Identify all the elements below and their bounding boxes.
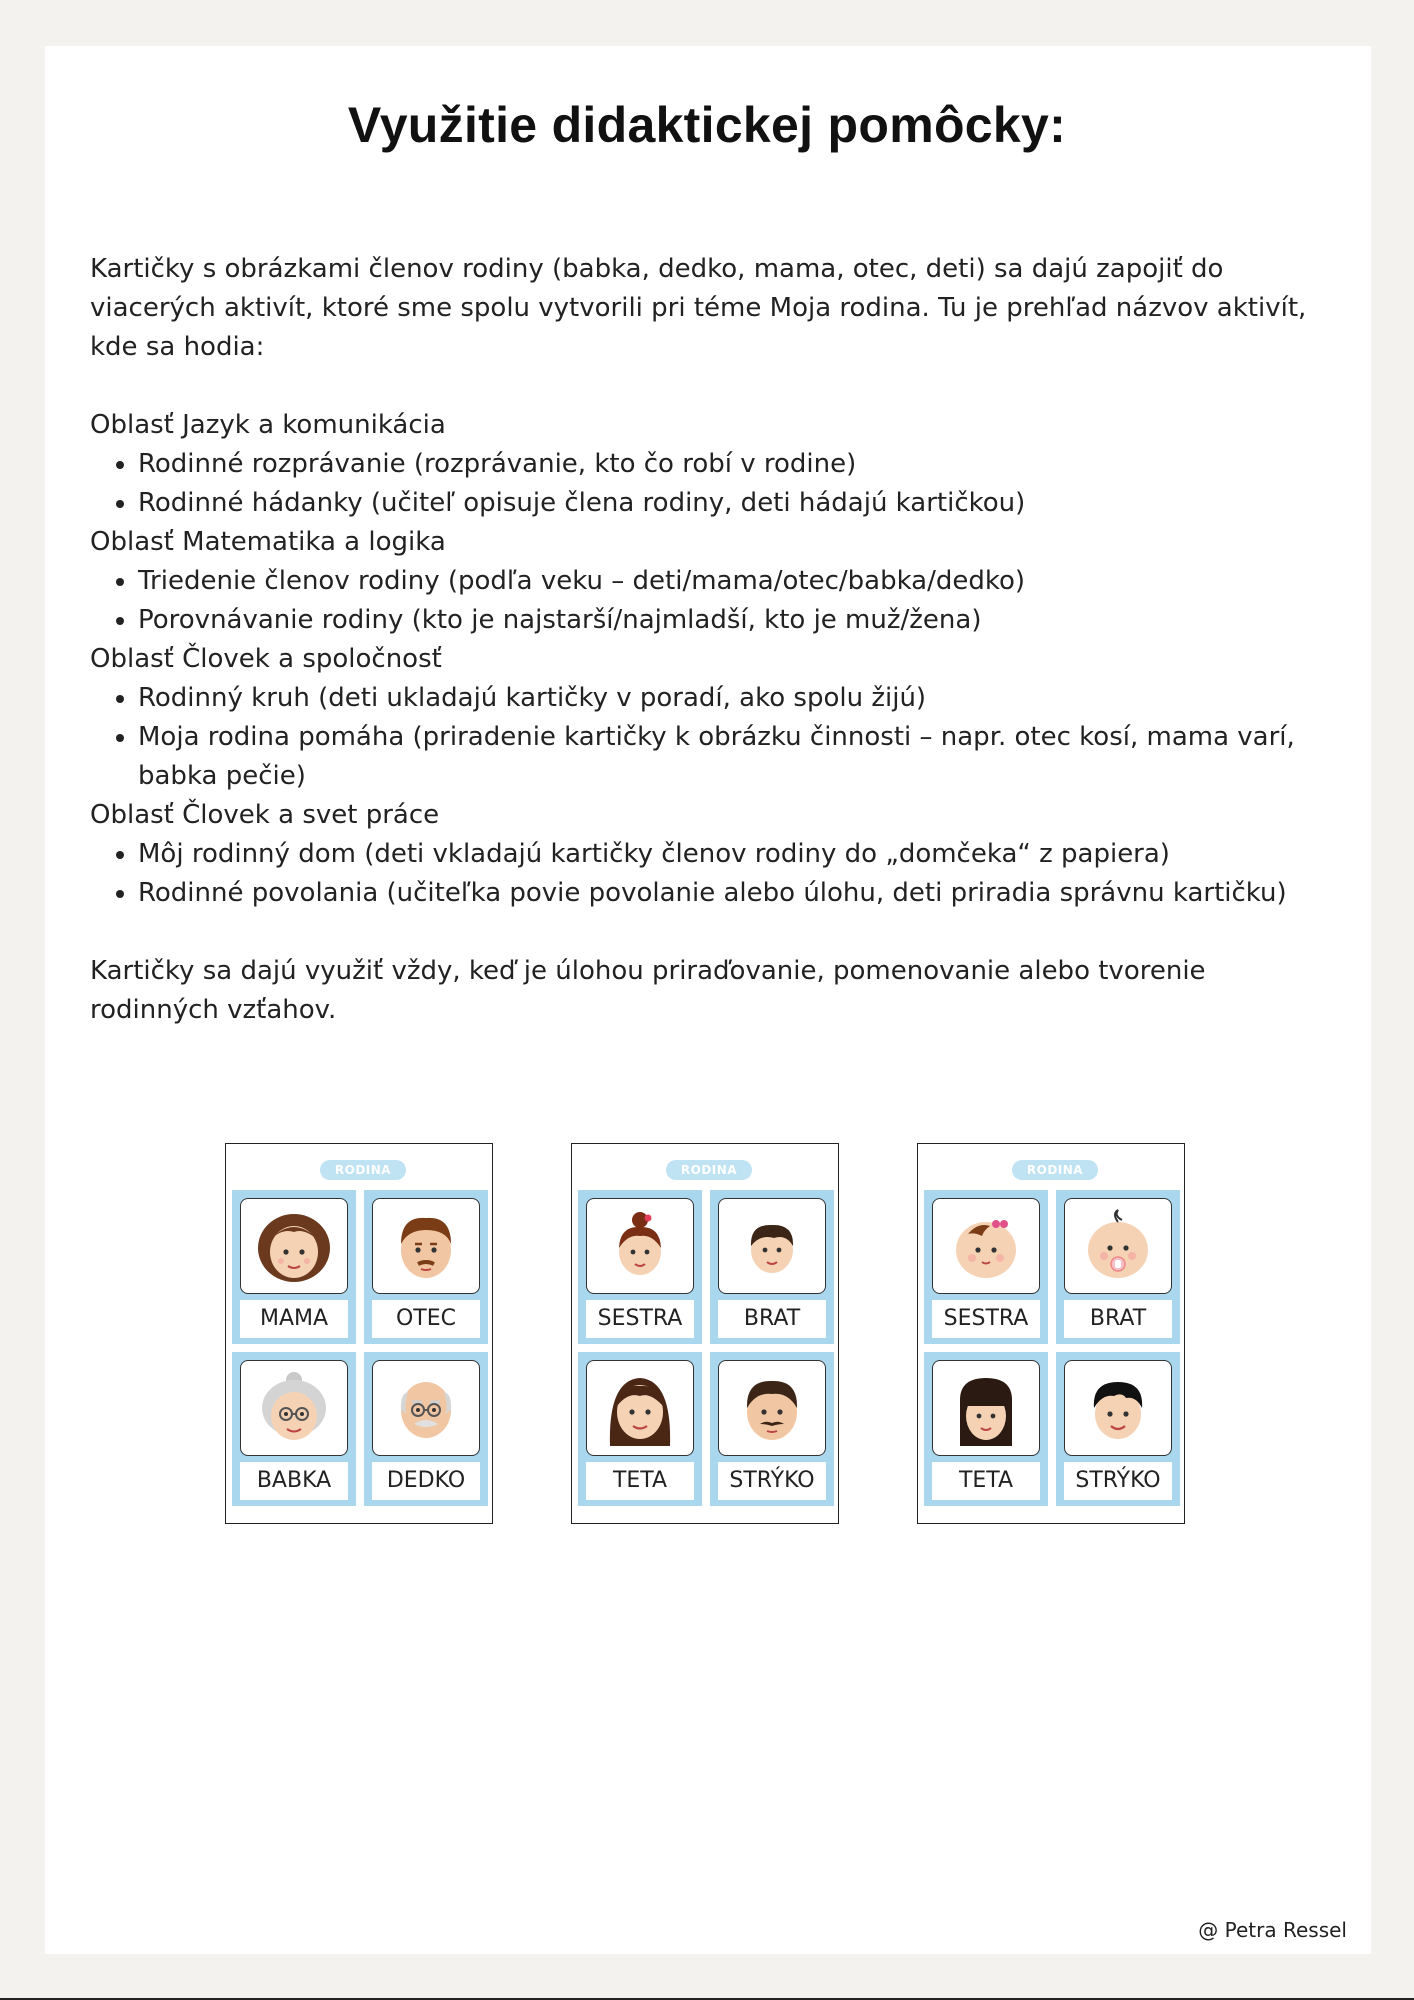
family-card-1	[225, 1143, 493, 1524]
card-tile	[578, 1190, 702, 1344]
list-item: • Rodinné rozprávanie (rozprávanie, kto čo robí v rodine)	[138, 445, 1340, 484]
tile-label: OTEC	[372, 1300, 480, 1338]
list-item: • Rodinný kruh (deti ukladajú kartičky v poradí, ako spolu žijú)	[138, 679, 1340, 718]
card-tile	[364, 1190, 488, 1344]
card-tile	[1056, 1190, 1180, 1344]
area-title-language: Oblasť Jazyk a komunikácia	[90, 410, 446, 440]
area-title-work: Oblasť Človek a svet práce	[90, 800, 440, 830]
area-list-society	[90, 679, 1340, 796]
babka-face-icon	[252, 1366, 336, 1450]
card-tile	[924, 1190, 1048, 1344]
card-tile	[232, 1352, 356, 1506]
tile-label: DEDKO	[372, 1462, 480, 1500]
young-aunt-face-icon	[944, 1366, 1028, 1450]
uncle-face-icon	[730, 1366, 814, 1450]
tile-label: MAMA	[240, 1300, 348, 1338]
list-item: • Rodinné povolania (učiteľka povie povolanie alebo úlohu, deti priradia správnu kartičku)	[138, 874, 1340, 913]
baby-girl-face-icon	[944, 1204, 1028, 1288]
card-tile	[710, 1190, 834, 1344]
card-tile	[924, 1352, 1048, 1506]
aunt-face-icon	[598, 1366, 682, 1450]
list-item: • Rodinné hádanky (učiteľ opisuje člena rodiny, deti hádajú kartičkou)	[138, 484, 1340, 523]
card-tile	[578, 1352, 702, 1506]
card-badge: RODINA	[666, 1160, 752, 1180]
tile-label: BRAT	[1064, 1300, 1172, 1338]
area-list-math	[90, 562, 1340, 640]
family-card-3	[917, 1143, 1185, 1524]
intro-paragraph: Kartičky s obrázkami členov rodiny (babka, dedko, mama, otec, deti) sa dajú zapojiť do viacerých aktivít, ktoré sme spolu vytvorili pri téme Moja rodina. Tu je prehľad názvov aktivít, kde sa hodia:	[90, 254, 1307, 362]
otec-face-icon	[384, 1204, 468, 1288]
card-badge: RODINA	[320, 1160, 406, 1180]
tile-label: STRÝKO	[1064, 1462, 1172, 1500]
young-uncle-face-icon	[1076, 1366, 1160, 1450]
card-tile	[232, 1190, 356, 1344]
card-tile	[1056, 1352, 1180, 1506]
family-card-2	[571, 1143, 839, 1524]
list-item: • Moja rodina pomáha (priradenie kartičky k obrázku činnosti – napr. otec kosí, mama varí, babka pečie)	[138, 718, 1340, 796]
girl-face-icon	[598, 1204, 682, 1288]
dedko-face-icon	[384, 1366, 468, 1450]
area-list-language	[90, 445, 1340, 523]
card-tile	[710, 1352, 834, 1506]
card-badge: RODINA	[1012, 1160, 1098, 1180]
tile-label: BABKA	[240, 1462, 348, 1500]
area-title-society: Oblasť Človek a spoločnosť	[90, 644, 442, 674]
area-list-work	[90, 835, 1340, 913]
tile-label: BRAT	[718, 1300, 826, 1338]
area-title-math: Oblasť Matematika a logika	[90, 527, 446, 557]
list-item: • Porovnávanie rodiny (kto je najstarší/najmladší, kto je muž/žena)	[138, 601, 1340, 640]
closing-paragraph: Kartičky sa dajú využiť vždy, keď je úlohou priraďovanie, pomenovanie alebo tvorenie rodinných vzťahov.	[90, 956, 1206, 1025]
tile-label: TETA	[586, 1462, 694, 1500]
list-item: • Môj rodinný dom (deti vkladajú kartičky členov rodiny do „domčeka“ z papiera)	[138, 835, 1340, 874]
boy-face-icon	[730, 1204, 814, 1288]
mama-face-icon	[252, 1204, 336, 1288]
card-tile	[364, 1352, 488, 1506]
page-title: Využitie didaktickej pomôcky:	[347, 97, 1067, 153]
tile-label: SESTRA	[586, 1300, 694, 1338]
tile-label: STRÝKO	[718, 1462, 826, 1500]
tile-label: TETA	[932, 1462, 1040, 1500]
document-body	[90, 250, 1340, 1030]
baby-boy-face-icon	[1076, 1204, 1160, 1288]
tile-label: SESTRA	[932, 1300, 1040, 1338]
author-credit: @ Petra Ressel	[1198, 1918, 1347, 1942]
list-item: • Triedenie členov rodiny (podľa veku – deti/mama/otec/babka/dedko)	[138, 562, 1340, 601]
